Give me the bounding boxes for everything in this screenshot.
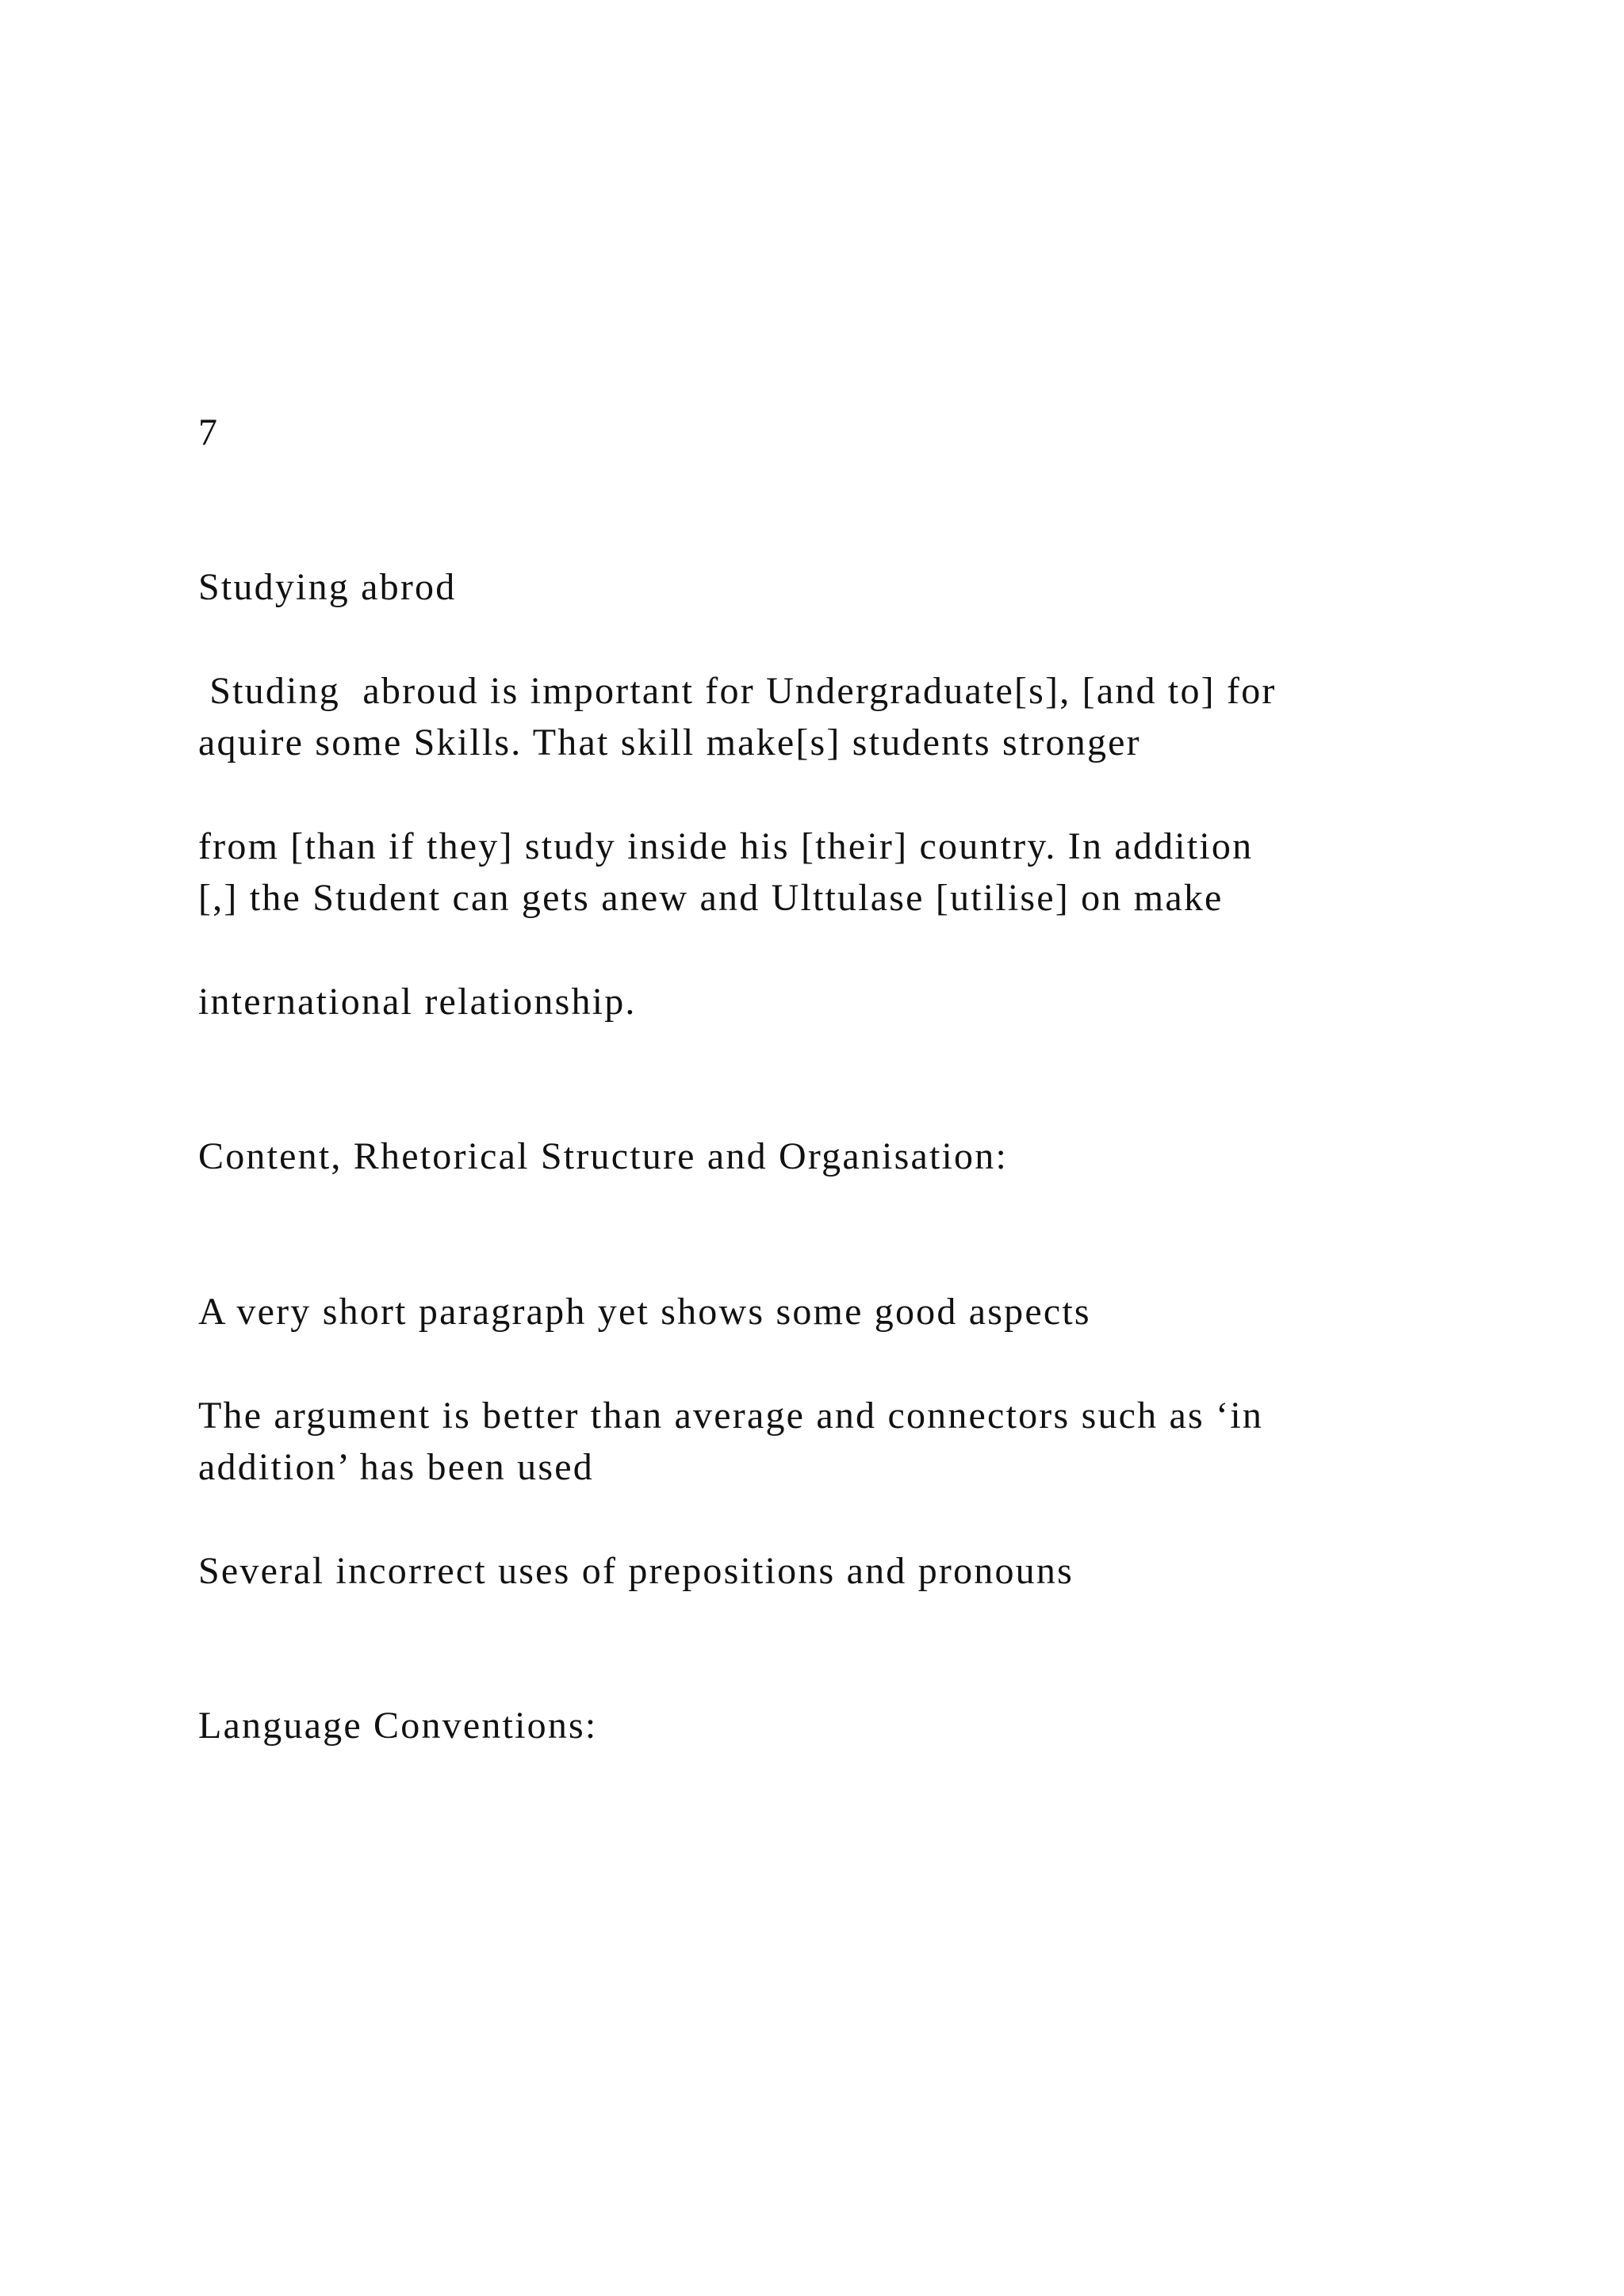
content-structure-heading: Content, Rhetorical Structure and Organisation: bbox=[198, 1135, 1008, 1177]
feedback-comment: addition’ has been used bbox=[198, 1446, 594, 1488]
essay-line: international relationship. bbox=[198, 981, 637, 1023]
essay-title: Studying abrod bbox=[198, 566, 457, 608]
feedback-comment: Several incorrect uses of prepositions and pronouns bbox=[198, 1550, 1074, 1592]
page-number: 7 bbox=[198, 411, 220, 453]
feedback-comment: The argument is better than average and connectors such as ‘in bbox=[198, 1395, 1264, 1437]
essay-line: [,] the Student can gets anew and Ulttulase [utilise] on make bbox=[198, 877, 1224, 919]
essay-line: from [than if they] study inside his [their] country. In addition bbox=[198, 825, 1254, 867]
essay-line: Studing abroud is important for Undergraduate[s], [and to] for bbox=[198, 670, 1277, 712]
language-conventions-heading: Language Conventions: bbox=[198, 1705, 598, 1747]
feedback-comment: A very short paragraph yet shows some good aspects bbox=[198, 1291, 1091, 1333]
essay-line: aquire some Skills. That skill make[s] students stronger bbox=[198, 721, 1141, 763]
